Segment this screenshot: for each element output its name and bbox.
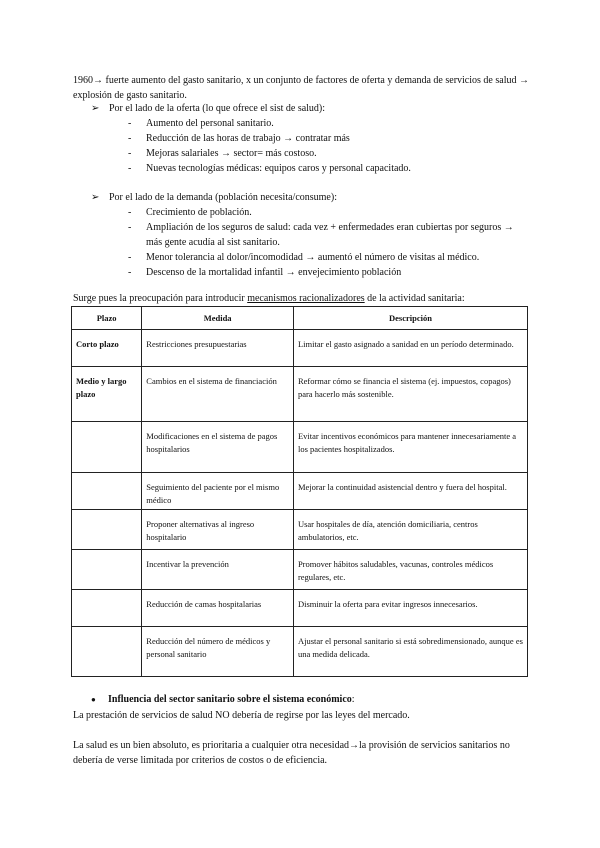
table-row	[72, 422, 528, 473]
underlined-term: mecanismos racionalizadores	[247, 293, 365, 304]
header-descripcion: Descripción	[293, 307, 527, 330]
table-row	[72, 510, 528, 550]
influencia-heading-text: Influencia del sector sanitario sobre el sistema económico	[108, 694, 352, 705]
table-row	[72, 590, 528, 627]
list-item: - Descenso de la mortalidad infantil → envejecimiento población	[128, 267, 402, 278]
header-plazo: Plazo	[72, 307, 142, 330]
table-row	[72, 473, 528, 510]
cell-descripcion: Mejorar la continuidad asistencial dentro y fuera del hospital.	[297, 482, 507, 492]
measures-table	[71, 306, 528, 677]
arrow-bullet-icon: ➢	[91, 192, 100, 203]
cell-medida: Cambios en el sistema de financiación	[146, 376, 277, 386]
cell-medida: Seguimiento del paciente por el mismo médico	[146, 482, 280, 505]
table-intro: Surge pues la preocupación para introducir mecanismos racionalizadores de la actividad sanitaria:	[73, 293, 465, 304]
cell-medida: Reducción de camas hospitalarias	[146, 599, 262, 609]
demanda-list	[128, 205, 528, 280]
cell-medida: Modificaciones en el sistema de pagos hospitalarios	[146, 431, 278, 454]
cell-plazo: Medio y largo plazo	[76, 376, 127, 399]
cell-plazo: Corto plazo	[76, 339, 119, 349]
list-item: - Nuevas tecnologías médicas: equipos caros y personal capacitado.	[128, 163, 411, 174]
table-row	[72, 367, 528, 422]
influencia-heading: ● Influencia del sector sanitario sobre el sistema económico:	[91, 694, 355, 705]
arrow-bullet-icon: ➢	[91, 103, 100, 114]
list-item: - Mejoras salariales → sector= más costoso.	[128, 148, 317, 159]
table-row	[72, 330, 528, 367]
list-item: - Crecimiento de población.	[128, 207, 252, 218]
list-item: - Aumento del personal sanitario.	[128, 118, 274, 129]
table-row	[72, 550, 528, 590]
list-item: - Ampliación de los seguros de salud: cada vez + enfermedades eran cubiertas por seguros → más gente acudía al sist sanitario.	[128, 222, 514, 248]
cell-plazo	[76, 629, 137, 635]
list-item: - Reducción de las horas de trabajo → contratar más	[128, 133, 350, 144]
cell-descripcion: Ajustar el personal sanitario si está sobredimensionado, aunque es una medida delicada.	[297, 636, 523, 659]
cell-descripcion: Evitar incentivos económicos para mantener innecesariamente a los pacientes hospitalizados.	[297, 431, 517, 454]
cell-descripcion: Usar hospitales de día, atención domiciliaria, centros ambulatorios, etc.	[297, 519, 478, 542]
cell-descripcion: Promover hábitos saludables, vacunas, controles médicos regulares, etc.	[297, 559, 494, 582]
demanda-heading-text: Por el lado de la demanda (población necesita/consume):	[109, 192, 337, 203]
cell-plazo	[76, 512, 137, 518]
header-medida: Medida	[142, 307, 294, 330]
cell-descripcion: Reformar cómo se financia el sistema (ej. impuestos, copagos) para hacerlo más sostenible.	[297, 376, 511, 399]
bullet-dot-icon: ●	[91, 695, 96, 704]
table-row	[72, 627, 528, 677]
oferta-heading	[91, 101, 325, 116]
list-item: - Menor tolerancia al dolor/incomodidad → aumentó el número de visitas al médico.	[128, 252, 480, 263]
cell-plazo	[76, 552, 137, 558]
paragraph-salud: La salud es un bien absoluto, es prioritaria a cualquier otra necesidad→la provisión de servicios sanitarios no debería de verse limitada por criterios de costos o de eficiencia.	[73, 740, 510, 766]
oferta-list	[128, 116, 528, 176]
cell-plazo	[76, 592, 137, 598]
demanda-heading	[91, 190, 337, 205]
table-header-row	[72, 307, 528, 330]
intro-paragraph: 1960→ fuerte aumento del gasto sanitario, x un conjunto de factores de oferta y demanda de servicios de salud → explosión de gasto sanitario.	[73, 75, 529, 101]
cell-medida: Proponer alternativas al ingreso hospitalario	[146, 519, 255, 542]
cell-medida: Restricciones presupuestarias	[146, 339, 247, 349]
cell-plazo	[76, 475, 137, 481]
cell-medida: Reducción del número de médicos y personal sanitario	[146, 636, 271, 659]
paragraph-mercado: La prestación de servicios de salud NO debería de regirse por las leyes del mercado.	[73, 710, 410, 721]
cell-plazo	[76, 424, 137, 430]
cell-descripcion: Disminuir la oferta para evitar ingresos innecesarios.	[297, 599, 478, 609]
cell-medida: Incentivar la prevención	[146, 559, 229, 569]
oferta-heading-text: Por el lado de la oferta (lo que ofrece el sist de salud):	[109, 103, 326, 114]
cell-descripcion: Limitar el gasto asignado a sanidad en un período determinado.	[297, 339, 514, 349]
